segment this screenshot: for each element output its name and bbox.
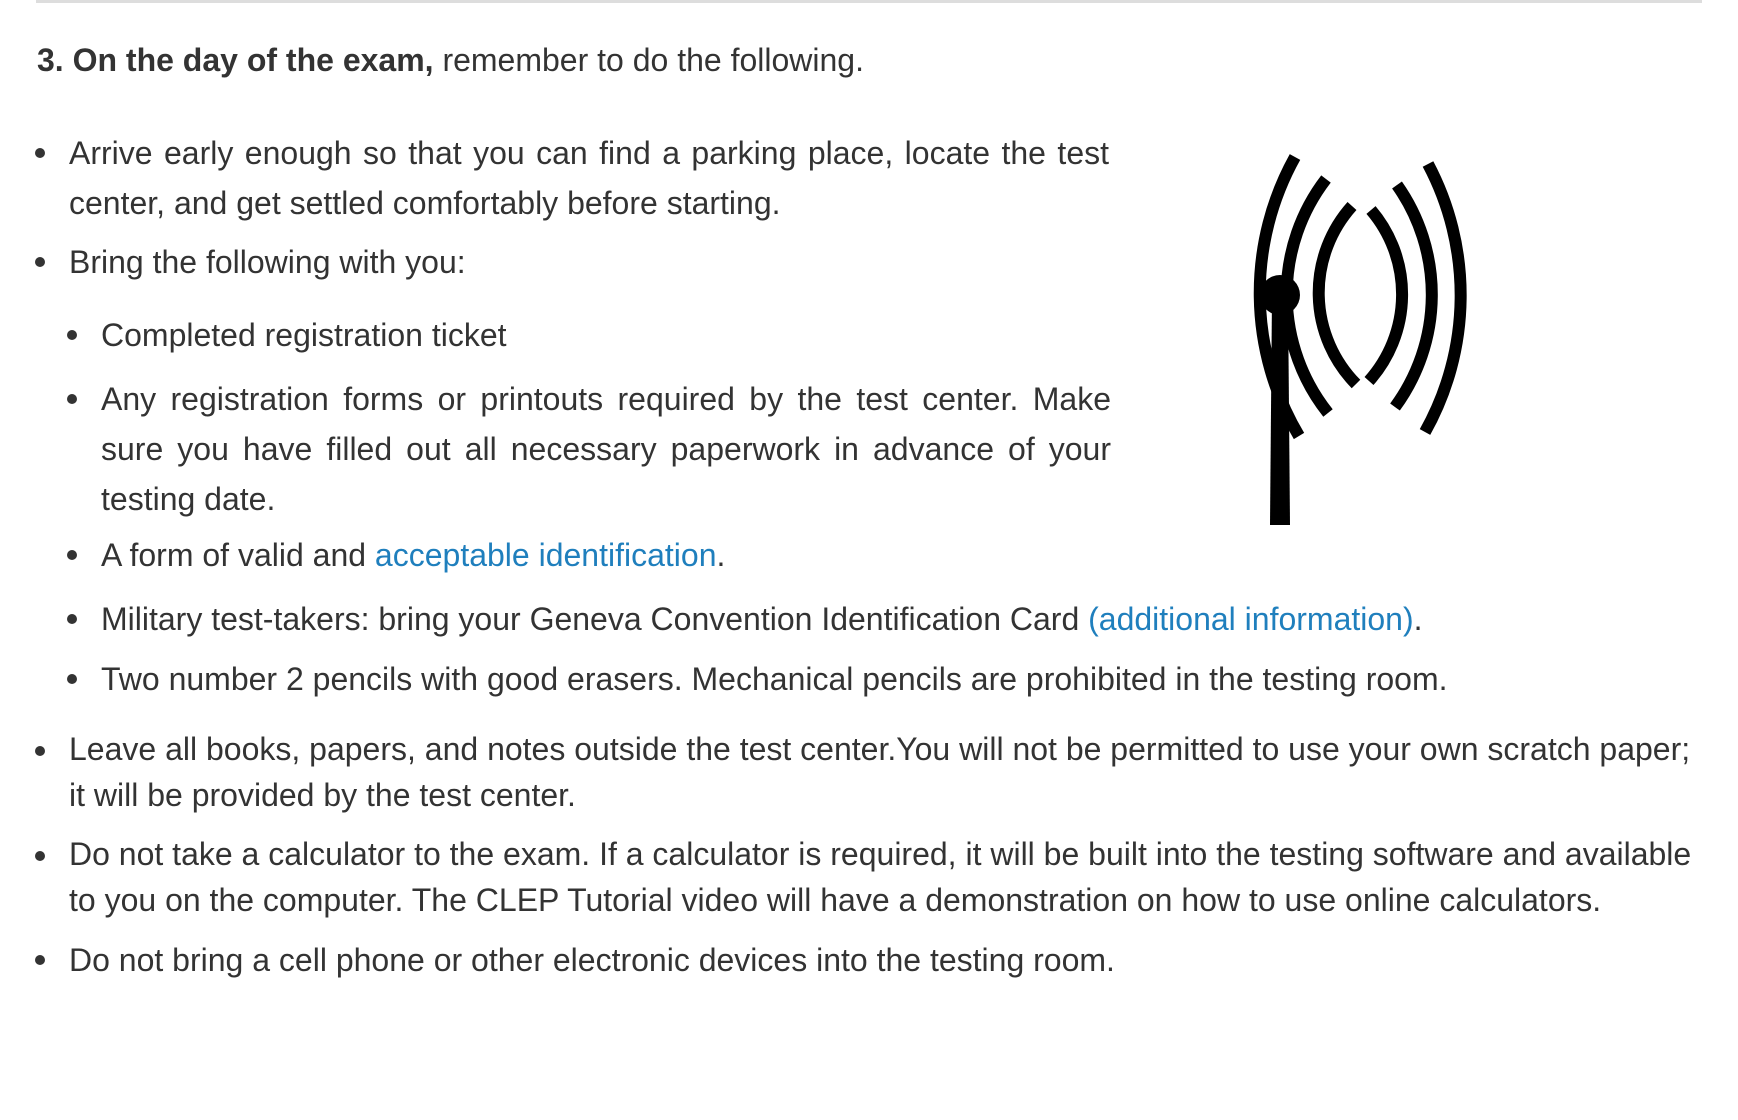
list-item-pencils [0, 654, 1738, 702]
military-prefix-text: Military test-takers: bring your Geneva Convention Identification Card [101, 601, 1089, 637]
arrive-text: Arrive early enough so that you can find a parking place, locate the test center, and get settled comfortably before starting. [69, 135, 1109, 221]
list-item-phone [0, 935, 1738, 983]
exam-day-list [0, 128, 1738, 983]
list-item-identification [0, 530, 1738, 578]
forms-text: Any registration forms or printouts required by the test center. Make sure you have filled out all necessary paperwork in advance of your testing date. [101, 381, 1111, 517]
acceptable-identification-link[interactable]: acceptable identification [374, 537, 717, 573]
top-divider [36, 0, 1702, 3]
list-item-forms [0, 374, 1111, 517]
bring-sublist-container [0, 310, 1738, 702]
ticket-text: Completed registration ticket [101, 317, 507, 353]
list-item-books [0, 726, 1703, 813]
list-item-ticket [0, 310, 1738, 358]
list-item-bring [0, 237, 1738, 285]
phone-text: Do not bring a cell phone or other electronic devices into the testing room. [69, 942, 1115, 978]
military-suffix-text: . [1413, 601, 1423, 637]
id-prefix-text: A form of valid and [101, 537, 375, 573]
list-item-calculator [0, 831, 1703, 917]
bring-sublist [0, 310, 1738, 702]
section-heading-text: remember to do the following. [433, 42, 864, 78]
list-item-military [0, 594, 1738, 642]
bring-text: Bring the following with you: [69, 244, 466, 280]
section-heading [37, 35, 864, 85]
section-heading-bold: 3. On the day of the exam, [37, 42, 434, 78]
additional-information-link[interactable]: (additional information) [1088, 601, 1414, 637]
books-text: Leave all books, papers, and notes outside the test center.You will not be permitted to use your own scratch paper; it will be provided by the test center. [69, 731, 1691, 813]
list-item-arrive [0, 128, 1109, 221]
pencils-text: Two number 2 pencils with good erasers. Mechanical pencils are prohibited in the testing room. [101, 661, 1448, 697]
calculator-text: Do not take a calculator to the exam. If a calculator is required, it will be built into the testing software and available to you on the computer. The CLEP Tutorial video will have a demonstration on how to use online calculators. [69, 836, 1692, 918]
id-suffix-text: . [716, 537, 726, 573]
